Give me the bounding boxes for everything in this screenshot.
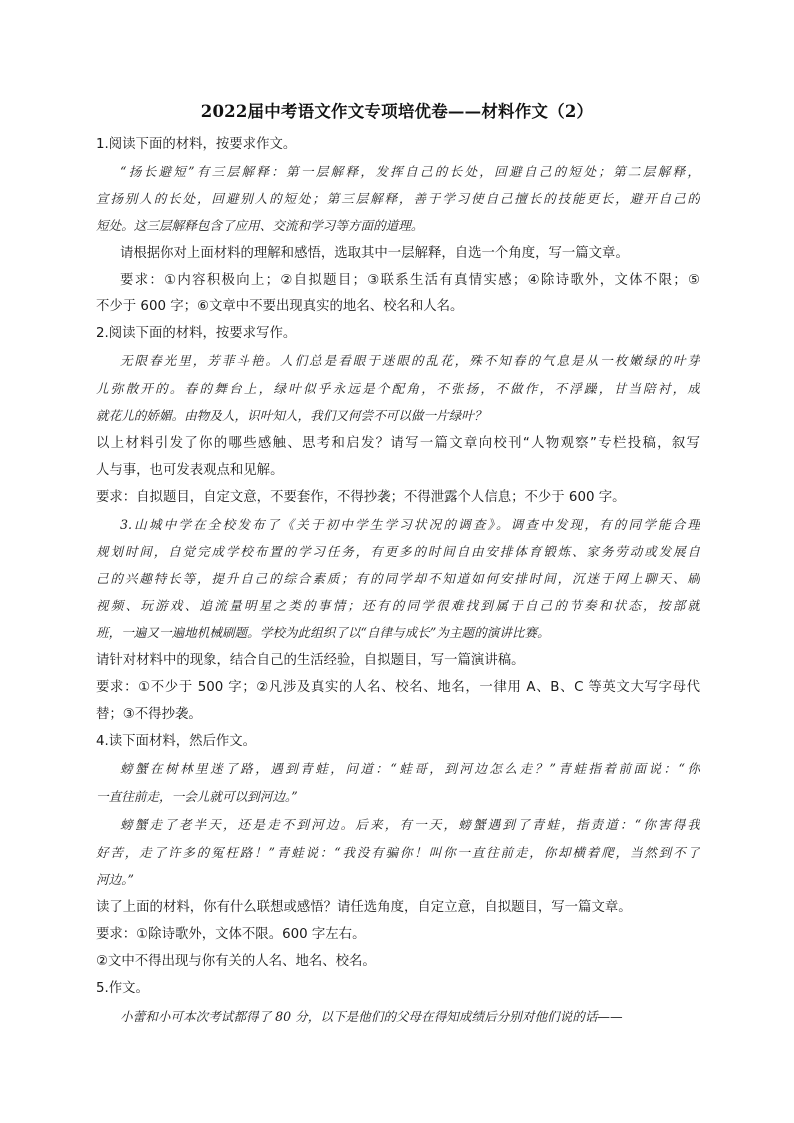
- q1-requirement-line: 不少于 600 字；⑥文章中不要出现真实的地名、校名和人名。: [96, 299, 464, 314]
- q2-requirement: 要求：自拟题目，自定文意，不要套作，不得抄袭；不得泄露个人信息；不少于 600 字。: [96, 490, 626, 505]
- q1-material-line: 宣扬别人的长处，回避别人的短处；第三层解释，善于学习使自己擅长的技能更长，避开自己的: [96, 191, 700, 206]
- q2-prompt-line: 以上材料引发了你的哪些感触、思考和启发？请写一篇文章向校刊“人物观察”专栏投稿，叙写: [96, 436, 700, 451]
- q3-material-line: 班，一遍又一遍地机械刷题。学校为此组织了以“自律与成长”为主题的演讲比赛。: [96, 625, 550, 640]
- q3-requirement-line: 替；③不得抄袭。: [96, 707, 202, 722]
- q3-prompt: 请针对材料中的现象，结合自己的生活经验，自拟题目，写一篇演讲稿。: [96, 653, 525, 668]
- q1-prompt: 请根据你对上面材料的理解和感悟，选取其中一层解释，自选一个角度，写一篇文章。: [120, 246, 629, 261]
- q4-requirement-line: ②文中不得出现与你有关的人名、地名、校名。: [96, 954, 376, 969]
- q3-requirement-line: 要求：①不少于 500 字；②凡涉及真实的人名、校名、地名，一律用 A、B、C 等英文大写字母代: [96, 680, 700, 695]
- q2-material-line: 无限春光里，芳菲斗艳。人们总是看眼于迷眼的乱花，殊不知春的气息是从一枚嫩绿的叶芽: [120, 353, 700, 368]
- q1-heading: 1.阅读下面的材料，按要求作文。: [96, 137, 297, 152]
- q4-material-line: 河边。”: [96, 872, 134, 887]
- q5-heading: 5.作文。: [96, 981, 149, 996]
- q2-prompt-line: 人与事，也可发表观点和见解。: [96, 463, 284, 478]
- q4-material-line: 螃蟹走了老半天，还是走不到河边。后来，有一天，螃蟹遇到了青蛙，指责道：“你害得我: [120, 817, 700, 832]
- q4-material-line: 一直往前走，一会儿就可以到河边。”: [96, 789, 298, 804]
- q1-requirement-line: 要求：①内容积极向上；②自拟题目；③联系生活有真情实感；④除诗歌外，文体不限；⑤: [120, 273, 700, 288]
- q2-heading: 2.阅读下面的材料，按要求写作。: [96, 326, 297, 341]
- q4-material-line: 螃蟹在树林里迷了路，遇到青蛙，问道：“蛙哥，到河边怎么走？”青蛙指着前面说：“你: [120, 761, 700, 776]
- q3-material-line: 己的兴趣特长等，提升自己的综合素质；有的同学却不知道如何安排时间，沉迷于网上聊天、刷: [96, 571, 700, 586]
- q3-material-line: 视频、玩游戏、追流量明星之类的事情；还有的同学很难找到属于自己的节奏和状态，按部就: [96, 598, 700, 613]
- page-title: 2022届中考语文作文专项培优卷——材料作文（2）: [200, 102, 594, 121]
- q4-requirement-line: 要求：①除诗歌外，文体不限。600 字左右。: [96, 927, 366, 942]
- q5-material-line: 小蕾和小可本次考试都得了 80 分，以下是他们的父母在得知成绩后分别对他们说的话——: [120, 1009, 623, 1024]
- q3-material-line: 3.山城中学在全校发布了《关于初中学生学习状况的调查》。调查中发现，有的同学能合理: [120, 517, 700, 532]
- q3-material-line: 规划时间，自觉完成学校布置的学习任务，有更多的时间自由安排体育锻炼、家务劳动或发展自: [96, 544, 700, 559]
- q4-material-line: 好苦，走了许多的冤枉路！”青蛙说：“我没有骗你！叫你一直往前走，你却横着爬，当然到不了: [96, 845, 700, 860]
- q1-material-line: 短处。这三层解释包含了应用、交流和学习等方面的道理。: [96, 218, 424, 233]
- q1-material-line: “扬长避短”有三层解释：第一层解释，发挥自己的长处，回避自己的短处；第二层解释，: [120, 164, 700, 179]
- q2-material-line: 就花儿的娇媚。由物及人，识叶知人，我们又何尝不可以做一片绿叶？: [96, 408, 487, 423]
- q4-heading: 4.读下面材料，然后作文。: [96, 734, 257, 749]
- q4-prompt: 读了上面的材料，你有什么联想或感悟？请任选角度，自定立意，自拟题目，写一篇文章。: [96, 900, 632, 915]
- q2-material-line: 儿弥散开的。春的舞台上，绿叶似乎永远是个配角，不张扬，不做作，不浮躁，甘当陪衬，成: [96, 381, 700, 396]
